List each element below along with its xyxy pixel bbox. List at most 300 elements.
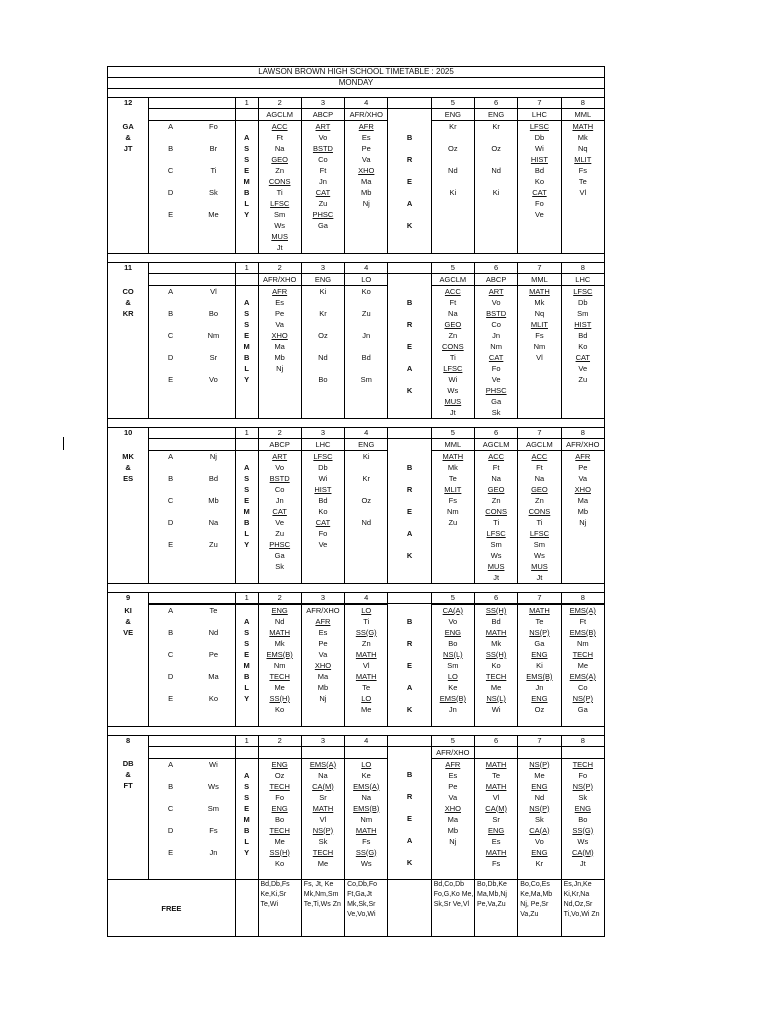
period-cell xyxy=(518,605,561,727)
assembly-letter: M xyxy=(243,342,250,351)
class-entry: CONS xyxy=(442,342,464,351)
section-teacher: Ws xyxy=(208,781,219,791)
subject-heading xyxy=(235,439,258,451)
subject-row-label xyxy=(149,439,236,451)
section-letter: B xyxy=(168,144,174,153)
section-row xyxy=(149,759,235,781)
class-entry: Te xyxy=(448,474,457,483)
grade-code: FT xyxy=(123,781,133,790)
free-label: FREE xyxy=(108,880,236,937)
period-cell xyxy=(301,758,344,880)
class-entry: XHO xyxy=(358,166,375,175)
section-list xyxy=(149,758,236,880)
period-cell xyxy=(474,451,517,584)
class-entry: Zu xyxy=(318,199,328,208)
assembly-letter: A xyxy=(243,463,250,472)
section-teacher: Me xyxy=(208,210,219,219)
period-number: 1 xyxy=(235,428,258,439)
assembly-letter: E xyxy=(244,496,250,505)
class-entry: Mk xyxy=(274,639,285,648)
class-entry: Vo xyxy=(275,463,285,472)
class-entry: Sm xyxy=(533,540,546,549)
class-entry xyxy=(475,132,517,143)
class-entry: Ws xyxy=(490,551,502,560)
class-entry: ACC xyxy=(271,122,288,131)
class-entry: ACC xyxy=(531,452,548,461)
section-list xyxy=(149,121,236,254)
period-number: 8 xyxy=(561,98,604,109)
class-entry: Bo xyxy=(578,814,588,824)
free-teachers: Bd,Co,Db Fo,G,Ko Me, Sk,Sr Ve,Vl xyxy=(431,880,474,937)
class-entry: Wi xyxy=(535,144,544,153)
assembly-letter: Y xyxy=(244,694,250,703)
period-cell xyxy=(561,758,604,880)
class-entry: Oz xyxy=(361,496,372,505)
assembly-letter: S xyxy=(244,320,250,329)
class-entry: Ki xyxy=(449,188,457,197)
assembly-letter: S xyxy=(244,639,250,648)
break-letter: K xyxy=(406,385,413,395)
class-entry: EMS(B) xyxy=(266,650,293,659)
class-entry: Nd xyxy=(361,518,372,527)
break-letter: E xyxy=(407,341,413,351)
class-entry: Db xyxy=(318,463,328,472)
class-entry: BSTD xyxy=(269,474,290,483)
class-entry: Oz xyxy=(491,144,501,153)
section-row xyxy=(149,451,235,473)
grade-code: & xyxy=(125,297,131,307)
grade-code: MK xyxy=(122,451,134,461)
subject-heading: ENG xyxy=(431,109,474,121)
class-entry: Bd xyxy=(578,331,588,340)
class-entry: Ft xyxy=(579,617,587,626)
section-row xyxy=(149,286,235,308)
class-entry: ENG xyxy=(271,606,288,615)
period-number: 1 xyxy=(235,735,258,746)
period-cell xyxy=(561,286,604,419)
class-entry: EMS(B) xyxy=(569,628,596,637)
class-entry: Co xyxy=(577,683,588,692)
class-entry: EMS(A) xyxy=(353,781,380,791)
class-entry: Es xyxy=(448,770,458,780)
subject-heading xyxy=(561,746,604,758)
subject-heading: MML xyxy=(518,274,561,286)
class-entry: AFR xyxy=(445,759,461,769)
break-letter: A xyxy=(406,528,413,538)
class-entry: CA(M) xyxy=(485,803,507,813)
class-entry: LFSC xyxy=(443,364,463,373)
class-entry: Ma xyxy=(317,672,329,681)
class-entry: Kr xyxy=(492,122,500,131)
break-letter: R xyxy=(406,319,413,329)
class-entry: Nj xyxy=(362,199,370,208)
period-cell xyxy=(235,451,258,584)
class-entry: Fs xyxy=(491,858,501,868)
class-entry: Wi xyxy=(448,375,458,384)
assembly-letter: B xyxy=(243,825,250,835)
section-letter: E xyxy=(168,375,174,384)
class-entry: Oz xyxy=(318,331,328,340)
class-entry: Te xyxy=(362,683,371,692)
section-letter: A xyxy=(168,287,174,296)
class-entry: Me xyxy=(274,683,285,692)
class-entry: Es xyxy=(275,298,285,307)
period-number: 7 xyxy=(518,98,561,109)
class-entry: Ws xyxy=(360,858,372,868)
gap-row xyxy=(108,254,605,263)
class-entry: Bo xyxy=(318,375,328,384)
class-entry: Sk xyxy=(275,562,285,571)
class-entry: Mb xyxy=(447,825,459,835)
grade-number: 9 xyxy=(108,593,149,604)
break-letter: A xyxy=(406,363,413,373)
period-number: 2 xyxy=(258,98,301,109)
break-letter: B xyxy=(406,616,413,626)
class-entry: MATH xyxy=(355,672,377,681)
class-entry: Zu xyxy=(578,375,588,384)
class-entry: CAT xyxy=(315,188,331,197)
period-cell xyxy=(235,286,258,419)
class-entry: Ft xyxy=(449,298,457,307)
section-letter: C xyxy=(167,496,174,505)
class-entry: Te xyxy=(578,177,587,186)
section-row xyxy=(149,847,235,869)
assembly-letter: M xyxy=(243,661,250,670)
assembly-letter: E xyxy=(244,166,250,175)
class-entry: MLIT xyxy=(574,155,592,164)
subject-row-label xyxy=(149,746,236,758)
subject-heading xyxy=(235,746,258,758)
class-entry: MATH xyxy=(572,122,594,131)
period-cell xyxy=(258,758,301,880)
section-row xyxy=(149,517,235,539)
period-cell xyxy=(301,451,344,584)
class-entry: Na xyxy=(318,770,328,780)
class-entry: LFSC xyxy=(313,452,333,461)
class-entry: Ft xyxy=(276,133,283,142)
break-letter: B xyxy=(406,297,413,307)
class-entry: Mb xyxy=(317,683,329,692)
assembly-letter: M xyxy=(243,507,250,516)
assembly-letter: L xyxy=(244,683,249,692)
assembly-letter: S xyxy=(244,485,250,494)
section-row xyxy=(149,165,235,187)
section-row xyxy=(149,187,235,209)
period-cell xyxy=(345,605,388,727)
period-number: 3 xyxy=(301,593,344,604)
class-entry: Es xyxy=(361,133,371,142)
class-entry: EMS(B) xyxy=(526,672,553,681)
class-entry: CAT xyxy=(532,188,547,197)
subject-heading: AGCLM xyxy=(518,439,561,451)
period-number: 2 xyxy=(258,263,301,274)
section-teacher: Vo xyxy=(209,375,218,384)
break-column xyxy=(388,121,431,254)
gap-row xyxy=(108,726,605,735)
class-entry: SS(G) xyxy=(355,847,377,857)
period-cell xyxy=(518,286,561,419)
class-entry: Db xyxy=(577,298,588,307)
section-header xyxy=(149,735,236,746)
class-entry: ENG xyxy=(574,803,591,813)
period-cell xyxy=(258,121,301,254)
grade-code: & xyxy=(125,132,131,142)
break-space xyxy=(388,746,431,758)
period-cell xyxy=(345,451,388,584)
class-entry: NS(P) xyxy=(529,759,550,769)
section-teacher: Pe xyxy=(208,650,219,659)
class-entry: Zu xyxy=(275,529,285,538)
class-entry: MATH xyxy=(485,628,507,637)
period-number: 4 xyxy=(345,428,388,439)
class-entry: ENG xyxy=(488,825,505,835)
subject-heading: AGCLM xyxy=(258,109,301,121)
class-entry: Na xyxy=(491,474,501,483)
class-entry: NS(P) xyxy=(572,781,593,791)
section-row xyxy=(149,308,235,330)
section-teacher: Sk xyxy=(209,188,218,197)
grade-code: & xyxy=(125,616,131,626)
class-entry: Kr xyxy=(362,474,370,483)
gap-row xyxy=(108,584,605,593)
class-entry: Zn xyxy=(448,331,458,340)
class-entry: Va xyxy=(361,155,371,164)
class-entry: PHSC xyxy=(485,386,507,395)
section-row xyxy=(149,352,235,374)
free-teachers: Fs, Jt, Ke Mk,Nm,Sm Te,Ti,Ws Zn xyxy=(301,880,344,937)
class-entry: ENG xyxy=(531,781,548,791)
section-row xyxy=(149,143,235,165)
section-teacher: Fo xyxy=(209,122,218,131)
class-entry xyxy=(302,297,344,308)
class-entry: EMS(A) xyxy=(569,606,596,615)
period-number: 8 xyxy=(561,263,604,274)
class-entry: Zn xyxy=(275,166,285,175)
class-entry: Nd xyxy=(448,166,458,175)
break-letter: E xyxy=(407,660,413,670)
break-header xyxy=(388,593,431,604)
class-entry: Oz xyxy=(274,770,285,780)
period-cell xyxy=(345,121,388,254)
break-space xyxy=(388,274,431,286)
section-letter: E xyxy=(168,540,174,549)
break-letter: R xyxy=(406,154,413,164)
break-space xyxy=(388,109,431,121)
period-cell xyxy=(561,121,604,254)
class-entry: Vo xyxy=(491,298,501,307)
subject-heading xyxy=(258,746,301,758)
class-entry xyxy=(345,319,387,330)
class-entry: ACC xyxy=(444,287,461,296)
class-entry: Ve xyxy=(535,210,544,219)
class-entry: Sr xyxy=(492,814,500,824)
break-letter: E xyxy=(407,176,413,186)
period-cell xyxy=(474,121,517,254)
class-entry: Na xyxy=(274,144,285,153)
period-cell xyxy=(518,121,561,254)
assembly-letter: M xyxy=(243,814,250,824)
subject-heading xyxy=(301,746,344,758)
class-entry: Nq xyxy=(534,309,545,318)
class-entry: Jn xyxy=(362,331,371,340)
class-entry: ENG xyxy=(531,694,548,703)
class-entry: CA(M) xyxy=(312,781,334,791)
class-entry: Kr xyxy=(535,858,544,868)
subject-heading: ABCP xyxy=(301,109,344,121)
grade-label-space xyxy=(108,746,149,758)
assembly-letter: A xyxy=(243,298,250,307)
class-entry: Ti xyxy=(276,188,283,197)
section-teacher: Sm xyxy=(207,803,220,813)
section-letter: C xyxy=(167,803,174,813)
class-entry: MATH xyxy=(355,825,377,835)
section-teacher: Sr xyxy=(209,353,218,362)
class-entry: MATH xyxy=(442,452,464,461)
section-row xyxy=(149,473,235,495)
assembly-letter: L xyxy=(244,199,249,208)
class-entry: XHO xyxy=(444,803,461,813)
assembly-letter: A xyxy=(243,617,250,626)
class-entry: Jt xyxy=(493,573,500,582)
class-entry: Ki xyxy=(492,188,500,197)
class-entry: Ti xyxy=(449,353,456,362)
section-teacher: Ko xyxy=(208,694,219,703)
class-entry: Mk xyxy=(491,639,502,648)
class-entry: Vl xyxy=(579,188,587,197)
class-entry xyxy=(475,176,517,187)
class-entry: TECH xyxy=(269,825,290,835)
gap-row xyxy=(108,89,605,98)
class-entry: BSTD xyxy=(312,144,333,153)
class-entry xyxy=(345,297,387,308)
class-entry: Me xyxy=(361,705,372,714)
period-number: 7 xyxy=(518,263,561,274)
class-entry: MLIT xyxy=(444,485,462,494)
class-entry: Nq xyxy=(577,144,588,153)
period-number: 2 xyxy=(258,735,301,746)
class-entry: ACC xyxy=(488,452,505,461)
class-entry: Ki xyxy=(319,287,327,296)
class-entry: Vo xyxy=(448,617,458,626)
class-entry: Sm xyxy=(360,375,372,384)
class-entry: Ke xyxy=(361,770,371,780)
class-entry: Mk xyxy=(534,298,545,307)
class-entry: TECH xyxy=(485,672,507,681)
section-letter: A xyxy=(168,122,174,131)
class-entry: NS(L) xyxy=(443,650,463,659)
class-entry: Nd xyxy=(318,353,328,362)
class-entry: NS(P) xyxy=(529,803,550,813)
class-entry: Ko xyxy=(361,287,371,296)
break-letter: A xyxy=(406,836,413,845)
section-row xyxy=(149,671,235,693)
class-entry: Ws xyxy=(274,221,286,230)
class-entry: LO xyxy=(361,606,372,615)
assembly-letter: E xyxy=(244,803,250,813)
class-entry: Pe xyxy=(318,639,328,648)
subject-row-label xyxy=(149,274,236,286)
grade-code: & xyxy=(125,462,131,472)
class-entry: Me xyxy=(274,836,285,846)
class-entry: Fs xyxy=(535,331,544,340)
class-entry xyxy=(432,132,474,143)
assembly-letter: Y xyxy=(244,375,250,384)
break-letter: K xyxy=(406,550,413,560)
grade-code-labels xyxy=(108,605,149,727)
subject-heading: LO xyxy=(345,274,388,286)
grade-label-space xyxy=(108,274,149,286)
class-entry: Na xyxy=(448,309,458,318)
class-entry: Jn xyxy=(535,683,544,692)
period-cell xyxy=(474,286,517,419)
class-entry: Zu xyxy=(361,309,371,318)
section-letter: C xyxy=(167,650,174,659)
subject-heading xyxy=(518,746,561,758)
period-number: 4 xyxy=(345,98,388,109)
period-cell xyxy=(235,758,258,880)
period-number: 6 xyxy=(474,593,517,604)
class-entry: Vl xyxy=(362,661,370,670)
class-entry: Fs xyxy=(362,836,371,846)
class-entry: AFR xyxy=(358,122,374,131)
period-cell xyxy=(474,758,517,880)
class-entry: Kr xyxy=(449,122,457,131)
class-entry: Ft xyxy=(319,166,327,175)
class-entry: Vl xyxy=(319,814,327,824)
class-entry: Pe xyxy=(578,463,588,472)
section-row xyxy=(149,649,235,671)
section-letter: E xyxy=(168,847,174,857)
section-teacher: Br xyxy=(209,144,218,153)
grade-code: DB xyxy=(122,759,134,768)
subject-heading: AFR/XHO xyxy=(431,746,474,758)
class-entry: Nj xyxy=(449,836,457,846)
section-letter: B xyxy=(168,309,174,318)
class-entry: MLIT xyxy=(530,320,548,329)
period-cell xyxy=(561,451,604,584)
class-entry: NS(P) xyxy=(529,628,550,637)
class-entry xyxy=(345,363,387,374)
section-teacher: Mb xyxy=(208,496,219,505)
class-entry: Ws xyxy=(447,386,459,395)
class-entry: Jt xyxy=(579,858,586,868)
class-entry: Ga xyxy=(491,397,502,406)
section-teacher: Na xyxy=(208,518,219,527)
class-entry: GEO xyxy=(531,485,548,494)
section-row xyxy=(149,825,235,847)
class-entry: Sk xyxy=(578,792,588,802)
class-entry: Co xyxy=(274,485,285,494)
period-number: 6 xyxy=(474,735,517,746)
period-number: 4 xyxy=(345,263,388,274)
subject-heading: ENG xyxy=(345,439,388,451)
class-entry: CA(A) xyxy=(442,606,464,615)
class-entry: Ma xyxy=(361,177,372,186)
class-entry: Jt xyxy=(449,408,456,417)
period-number: 6 xyxy=(474,428,517,439)
class-entry: Ti xyxy=(363,617,370,626)
class-entry: Va xyxy=(275,320,284,329)
class-entry: NS(P) xyxy=(572,694,593,703)
assembly-letter: S xyxy=(244,155,250,164)
class-entry: Pe xyxy=(275,309,285,318)
section-row xyxy=(149,539,235,561)
subject-heading xyxy=(474,746,517,758)
class-entry: Vo xyxy=(535,836,544,846)
section-row xyxy=(149,693,235,715)
class-entry: GEO xyxy=(271,155,288,164)
break-letter: B xyxy=(406,770,413,779)
